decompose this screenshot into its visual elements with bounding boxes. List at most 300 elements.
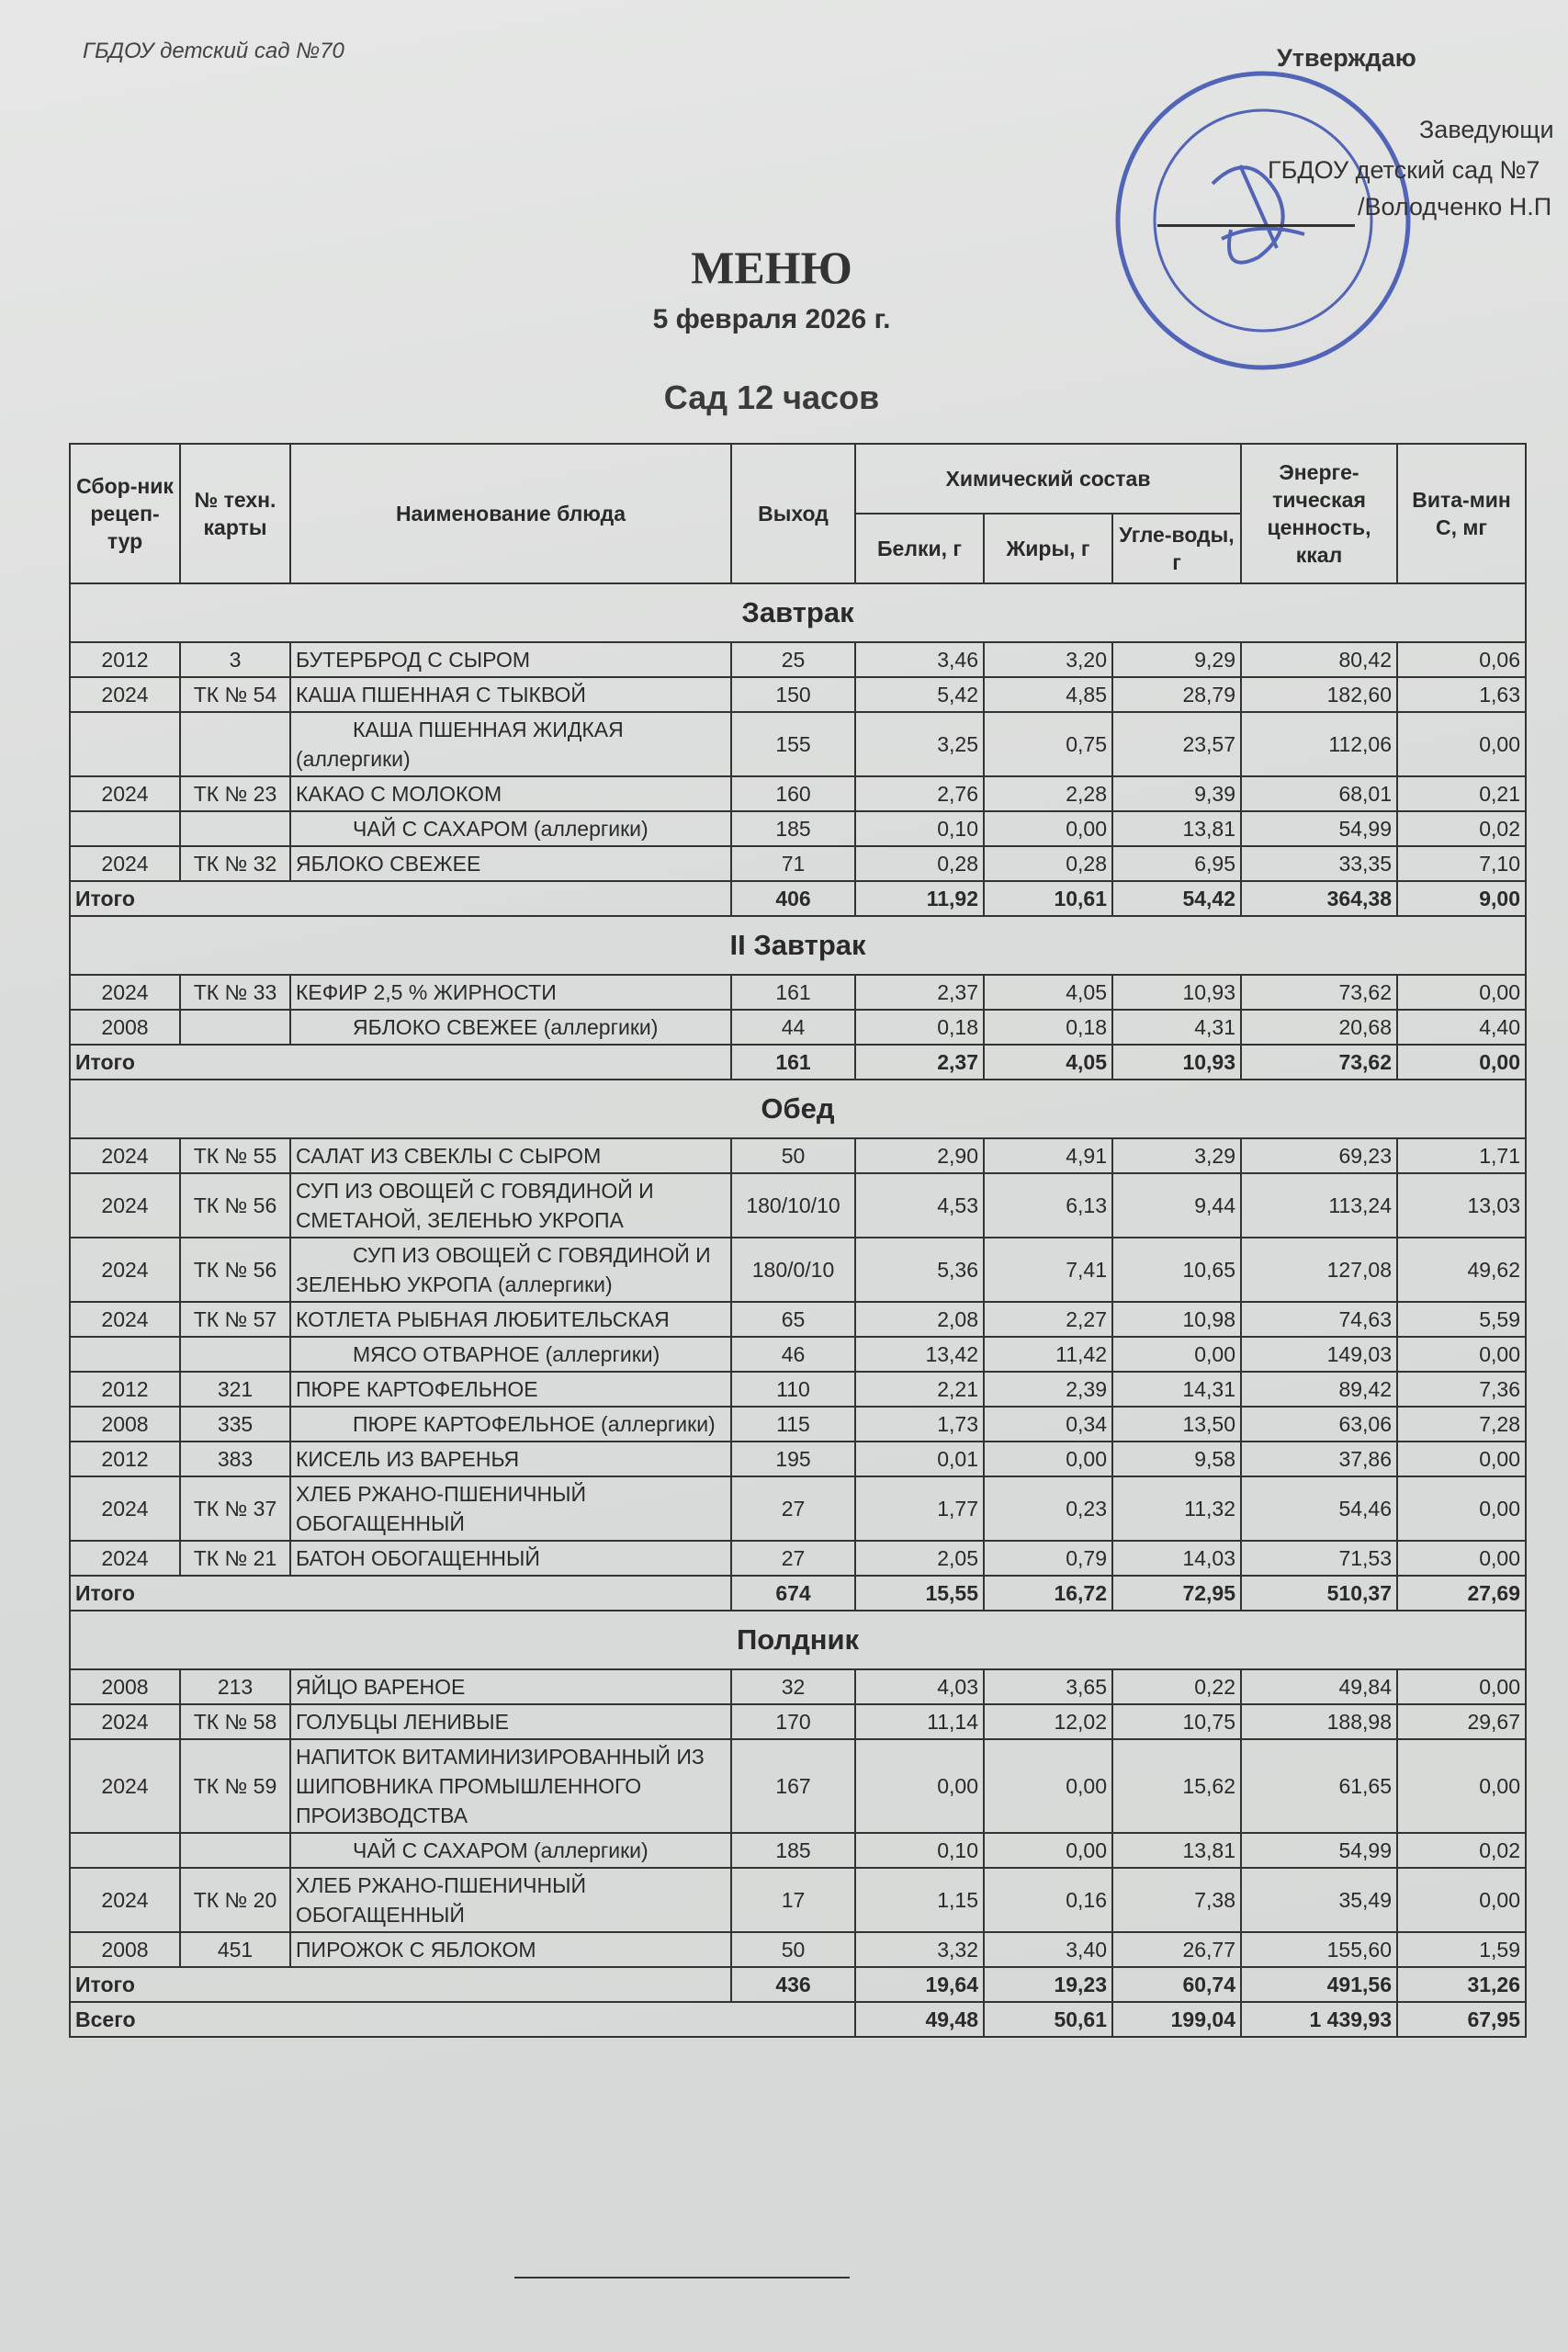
fat-cell: 0,18 [984,1010,1112,1045]
card-cell: 451 [180,1932,290,1967]
vitamin-cell: 0,21 [1397,776,1526,811]
fat-cell: 0,00 [984,1442,1112,1476]
fat-cell: 11,42 [984,1337,1112,1372]
energy-cell: 127,08 [1241,1238,1397,1302]
vitamin-cell: 13,03 [1397,1173,1526,1238]
energy-cell: 54,46 [1241,1476,1397,1541]
energy-cell: 54,99 [1241,811,1397,846]
yield-cell: 674 [731,1576,855,1611]
dish-cell: ПИРОЖОК С ЯБЛОКОМ [290,1932,731,1967]
energy-cell: 188,98 [1241,1704,1397,1739]
protein-cell: 11,92 [855,881,984,916]
table-row [70,1238,1526,1302]
vitamin-cell: 0,00 [1397,1868,1526,1932]
table-row [70,1173,1526,1238]
section-title: Завтрак [70,583,1526,642]
menu-table [69,443,1527,2038]
fat-cell: 4,05 [984,1045,1112,1080]
energy-cell: 80,42 [1241,642,1397,677]
protein-cell: 0,01 [855,1442,984,1476]
collection-cell: 2024 [70,975,180,1010]
card-cell [180,811,290,846]
collection-cell: 2012 [70,642,180,677]
energy-cell: 73,62 [1241,1045,1397,1080]
energy-cell: 510,37 [1241,1576,1397,1611]
carbs-cell: 14,31 [1112,1372,1241,1407]
vitamin-cell: 0,00 [1397,1669,1526,1704]
yield-cell: 195 [731,1442,855,1476]
total-row [70,1967,1526,2002]
energy-cell: 112,06 [1241,712,1397,776]
energy-cell: 182,60 [1241,677,1397,712]
carbs-cell: 10,98 [1112,1302,1241,1337]
protein-cell: 2,05 [855,1541,984,1576]
dish-cell: СУП ИЗ ОВОЩЕЙ С ГОВЯДИНОЙ И ЗЕЛЕНЬЮ УКРОПА (аллергики) [290,1238,731,1302]
protein-cell: 2,76 [855,776,984,811]
vitamin-cell: 27,69 [1397,1576,1526,1611]
card-cell: ТК № 21 [180,1541,290,1576]
col-chem: Химический состав [855,444,1241,514]
dish-cell: МЯСО ОТВАРНОЕ (аллергики) [290,1337,731,1372]
carbs-cell: 9,39 [1112,776,1241,811]
energy-cell: 69,23 [1241,1138,1397,1173]
carbs-cell: 4,31 [1112,1010,1241,1045]
energy-cell: 74,63 [1241,1302,1397,1337]
protein-cell: 3,46 [855,642,984,677]
dish-cell: КЕФИР 2,5 % ЖИРНОСТИ [290,975,731,1010]
section-title: Обед [70,1080,1526,1138]
protein-cell: 0,28 [855,846,984,881]
collection-cell [70,712,180,776]
carbs-cell: 6,95 [1112,846,1241,881]
protein-cell: 0,18 [855,1010,984,1045]
protein-cell: 2,37 [855,1045,984,1080]
fat-cell: 0,75 [984,712,1112,776]
protein-cell: 1,73 [855,1407,984,1442]
yield-cell: 71 [731,846,855,881]
vitamin-cell: 7,10 [1397,846,1526,881]
fat-cell: 2,27 [984,1302,1112,1337]
collection-cell: 2012 [70,1442,180,1476]
table-row [70,712,1526,776]
dish-cell: КОТЛЕТА РЫБНАЯ ЛЮБИТЕЛЬСКАЯ [290,1302,731,1337]
card-cell: 335 [180,1407,290,1442]
fat-cell: 16,72 [984,1576,1112,1611]
total-row [70,1045,1526,1080]
table-row [70,1541,1526,1576]
fat-cell: 0,00 [984,1739,1112,1833]
table-row [70,1932,1526,1967]
fat-cell: 19,23 [984,1967,1112,2002]
dish-cell: ЯБЛОКО СВЕЖЕЕ [290,846,731,881]
energy-cell: 155,60 [1241,1932,1397,1967]
yield-cell: 25 [731,642,855,677]
energy-cell: 49,84 [1241,1669,1397,1704]
col-card: № техн. карты [180,444,290,583]
card-cell: ТК № 56 [180,1173,290,1238]
fat-cell: 7,41 [984,1238,1112,1302]
card-cell: ТК № 20 [180,1868,290,1932]
protein-cell: 0,10 [855,1833,984,1868]
carbs-cell: 3,29 [1112,1138,1241,1173]
collection-cell: 2024 [70,1173,180,1238]
table-row [70,1868,1526,1932]
card-cell: 321 [180,1372,290,1407]
protein-cell: 49,48 [855,2002,984,2037]
approve-label: Утверждаю [1277,44,1416,72]
card-cell [180,712,290,776]
head-name: /Володченко Н.П [1358,193,1552,220]
dish-cell: ГОЛУБЦЫ ЛЕНИВЫЕ [290,1704,731,1739]
carbs-cell: 13,81 [1112,811,1241,846]
yield-cell: 27 [731,1476,855,1541]
total-label: Итого [70,1967,731,2002]
collection-cell: 2012 [70,1372,180,1407]
table-row [70,1442,1526,1476]
table-row [70,975,1526,1010]
total-label: Итого [70,1045,731,1080]
table-row [70,776,1526,811]
vitamin-cell: 0,00 [1397,1045,1526,1080]
table-row [70,1372,1526,1407]
fat-cell: 0,23 [984,1476,1112,1541]
total-label: Итого [70,881,731,916]
protein-cell: 2,90 [855,1138,984,1173]
vitamin-cell: 0,02 [1397,1833,1526,1868]
yield-cell: 167 [731,1739,855,1833]
fat-cell: 4,05 [984,975,1112,1010]
protein-cell: 0,00 [855,1739,984,1833]
table-header [70,444,1526,583]
collection-cell: 2024 [70,1739,180,1833]
carbs-cell: 9,58 [1112,1442,1241,1476]
card-cell: ТК № 59 [180,1739,290,1833]
table-row [70,1704,1526,1739]
dish-cell: ПЮРЕ КАРТОФЕЛЬНОЕ [290,1372,731,1407]
table-row [70,1337,1526,1372]
dish-cell: ЧАЙ С САХАРОМ (аллергики) [290,1833,731,1868]
table-row [70,1302,1526,1337]
signature-line [1157,224,1355,227]
vitamin-cell: 0,00 [1397,1337,1526,1372]
collection-cell: 2024 [70,1138,180,1173]
table-row [70,1476,1526,1541]
table-row [70,1010,1526,1045]
dish-cell: ХЛЕБ РЖАНО-ПШЕНИЧНЫЙ ОБОГАЩЕННЫЙ [290,1868,731,1932]
yield-cell: 46 [731,1337,855,1372]
dish-cell: САЛАТ ИЗ СВЕКЛЫ С СЫРОМ [290,1138,731,1173]
carbs-cell: 199,04 [1112,2002,1241,2037]
vitamin-cell: 0,00 [1397,1476,1526,1541]
vitamin-cell: 0,00 [1397,1739,1526,1833]
card-cell [180,1010,290,1045]
protein-cell: 11,14 [855,1704,984,1739]
yield-cell: 160 [731,776,855,811]
table-row [70,811,1526,846]
yield-cell: 406 [731,881,855,916]
vitamin-cell: 29,67 [1397,1704,1526,1739]
carbs-cell: 11,32 [1112,1476,1241,1541]
carbs-cell: 13,81 [1112,1833,1241,1868]
energy-cell: 89,42 [1241,1372,1397,1407]
dish-cell: БУТЕРБРОД С СЫРОМ [290,642,731,677]
collection-cell: 2024 [70,1238,180,1302]
yield-cell: 170 [731,1704,855,1739]
card-cell: ТК № 33 [180,975,290,1010]
collection-cell [70,811,180,846]
fat-cell: 50,61 [984,2002,1112,2037]
yield-cell: 155 [731,712,855,776]
card-cell: 3 [180,642,290,677]
protein-cell: 4,53 [855,1173,984,1238]
protein-cell: 5,42 [855,677,984,712]
dish-cell: ЯЙЦО ВАРЕНОЕ [290,1669,731,1704]
yield-cell: 65 [731,1302,855,1337]
protein-cell: 3,32 [855,1932,984,1967]
energy-cell: 149,03 [1241,1337,1397,1372]
yield-cell: 185 [731,811,855,846]
yield-cell: 161 [731,1045,855,1080]
protein-cell: 4,03 [855,1669,984,1704]
fat-cell: 3,65 [984,1669,1112,1704]
carbs-cell: 10,75 [1112,1704,1241,1739]
energy-cell: 37,86 [1241,1442,1397,1476]
energy-cell: 113,24 [1241,1173,1397,1238]
collection-cell: 2024 [70,776,180,811]
collection-cell [70,1833,180,1868]
protein-cell: 2,37 [855,975,984,1010]
carbs-cell: 26,77 [1112,1932,1241,1967]
collection-cell [70,1337,180,1372]
protein-cell: 13,42 [855,1337,984,1372]
vitamin-cell: 0,06 [1397,642,1526,677]
carbs-cell: 10,65 [1112,1238,1241,1302]
total-row [70,881,1526,916]
card-cell: 213 [180,1669,290,1704]
table-row [70,642,1526,677]
table-row [70,1138,1526,1173]
fat-cell: 0,00 [984,1833,1112,1868]
vitamin-cell: 7,28 [1397,1407,1526,1442]
collection-cell: 2024 [70,677,180,712]
vitamin-cell: 1,63 [1397,677,1526,712]
fat-cell: 0,00 [984,811,1112,846]
card-cell: 383 [180,1442,290,1476]
card-cell: ТК № 56 [180,1238,290,1302]
dish-cell: КАША ПШЕННАЯ С ТЫКВОЙ [290,677,731,712]
energy-cell: 33,35 [1241,846,1397,881]
dish-cell: БАТОН ОБОГАЩЕННЫЙ [290,1541,731,1576]
fat-cell: 2,39 [984,1372,1112,1407]
carbs-cell: 0,00 [1112,1337,1241,1372]
collection-cell: 2024 [70,1476,180,1541]
energy-cell: 20,68 [1241,1010,1397,1045]
energy-cell: 71,53 [1241,1541,1397,1576]
vitamin-cell: 67,95 [1397,2002,1526,2037]
fat-cell: 12,02 [984,1704,1112,1739]
vitamin-cell: 49,62 [1397,1238,1526,1302]
organization-name: ГБДОУ детский сад №70 [83,39,344,63]
protein-cell: 2,08 [855,1302,984,1337]
dish-cell: ХЛЕБ РЖАНО-ПШЕНИЧНЫЙ ОБОГАЩЕННЫЙ [290,1476,731,1541]
protein-cell: 3,25 [855,712,984,776]
table-row [70,1739,1526,1833]
table-row [70,677,1526,712]
protein-cell: 0,10 [855,811,984,846]
carbs-cell: 60,74 [1112,1967,1241,2002]
protein-cell: 19,64 [855,1967,984,2002]
dish-cell: ЯБЛОКО СВЕЖЕЕ (аллергики) [290,1010,731,1045]
fat-cell: 6,13 [984,1173,1112,1238]
card-cell: ТК № 32 [180,846,290,881]
energy-cell: 491,56 [1241,1967,1397,2002]
yield-cell: 50 [731,1932,855,1967]
energy-cell: 63,06 [1241,1407,1397,1442]
energy-cell: 68,01 [1241,776,1397,811]
collection-cell: 2024 [70,846,180,881]
vitamin-cell: 5,59 [1397,1302,1526,1337]
card-cell: ТК № 55 [180,1138,290,1173]
collection-cell: 2024 [70,1541,180,1576]
vitamin-cell: 7,36 [1397,1372,1526,1407]
carbs-cell: 54,42 [1112,881,1241,916]
protein-cell: 1,77 [855,1476,984,1541]
fat-cell: 2,28 [984,776,1112,811]
carbs-cell: 9,44 [1112,1173,1241,1238]
dish-cell: КАША ПШЕННАЯ ЖИДКАЯ (аллергики) [290,712,731,776]
page-title: МЕНЮ [691,242,852,293]
col-vitamin: Вита-мин С, мг [1397,444,1526,583]
vitamin-cell: 0,00 [1397,712,1526,776]
collection-cell: 2024 [70,1302,180,1337]
yield-cell: 32 [731,1669,855,1704]
menu-subtitle: Сад 12 часов [663,379,880,416]
carbs-cell: 13,50 [1112,1407,1241,1442]
col-dish: Наименование блюда [290,444,731,583]
vitamin-cell: 9,00 [1397,881,1526,916]
vitamin-cell: 4,40 [1397,1010,1526,1045]
carbs-cell: 15,62 [1112,1739,1241,1833]
vitamin-cell: 0,00 [1397,975,1526,1010]
col-protein: Белки, г [855,514,984,583]
fat-cell: 4,91 [984,1138,1112,1173]
energy-cell: 61,65 [1241,1739,1397,1833]
table-row [70,1833,1526,1868]
yield-cell: 27 [731,1541,855,1576]
card-cell [180,1833,290,1868]
vitamin-cell: 0,02 [1397,811,1526,846]
fat-cell: 0,79 [984,1541,1112,1576]
collection-cell: 2008 [70,1407,180,1442]
table-row [70,846,1526,881]
col-carbs: Угле-воды, г [1112,514,1241,583]
table-row [70,1669,1526,1704]
dish-cell: КАКАО С МОЛОКОМ [290,776,731,811]
dish-cell: КИСЕЛЬ ИЗ ВАРЕНЬЯ [290,1442,731,1476]
carbs-cell: 23,57 [1112,712,1241,776]
energy-cell: 364,38 [1241,881,1397,916]
vitamin-cell: 0,00 [1397,1442,1526,1476]
menu-date: 5 февраля 2026 г. [652,304,891,334]
protein-cell: 5,36 [855,1238,984,1302]
table-row [70,1407,1526,1442]
collection-cell: 2024 [70,1704,180,1739]
section-row [70,1080,1526,1138]
yield-cell: 436 [731,1967,855,2002]
fat-cell: 3,40 [984,1932,1112,1967]
yield-cell: 44 [731,1010,855,1045]
vitamin-cell: 1,71 [1397,1138,1526,1173]
fat-cell: 10,61 [984,881,1112,916]
yield-cell: 185 [731,1833,855,1868]
dish-cell: ЧАЙ С САХАРОМ (аллергики) [290,811,731,846]
carbs-cell: 28,79 [1112,677,1241,712]
yield-cell: 161 [731,975,855,1010]
card-cell: ТК № 54 [180,677,290,712]
carbs-cell: 10,93 [1112,975,1241,1010]
col-fat: Жиры, г [984,514,1112,583]
collection-cell: 2008 [70,1010,180,1045]
carbs-cell: 7,38 [1112,1868,1241,1932]
protein-cell: 15,55 [855,1576,984,1611]
fat-cell: 0,28 [984,846,1112,881]
dish-cell: СУП ИЗ ОВОЩЕЙ С ГОВЯДИНОЙ И СМЕТАНОЙ, ЗЕЛЕНЬЮ УКРОПА [290,1173,731,1238]
vitamin-cell: 0,00 [1397,1541,1526,1576]
col-energy: Энерге-тическая ценность, ккал [1241,444,1397,583]
protein-cell: 1,15 [855,1868,984,1932]
collection-cell: 2024 [70,1868,180,1932]
dish-cell: НАПИТОК ВИТАМИНИЗИРОВАННЫЙ ИЗ ШИПОВНИКА ПРОМЫШЛЕННОГО ПРОИЗВОДСТВА [290,1739,731,1833]
card-cell [180,1337,290,1372]
card-cell: ТК № 37 [180,1476,290,1541]
section-row [70,583,1526,642]
energy-cell: 1 439,93 [1241,2002,1397,2037]
yield-cell: 180/0/10 [731,1238,855,1302]
signature-line-bottom [514,2277,850,2278]
protein-cell: 2,21 [855,1372,984,1407]
yield-cell: 110 [731,1372,855,1407]
energy-cell: 35,49 [1241,1868,1397,1932]
grand-total-row [70,2002,1526,2037]
fat-cell: 0,16 [984,1868,1112,1932]
yield-cell: 150 [731,677,855,712]
head-organization: ГБДОУ детский сад №7 [1268,156,1540,184]
fat-cell: 4,85 [984,677,1112,712]
section-row [70,916,1526,975]
col-collection: Сбор-ник рецеп-тур [70,444,180,583]
collection-cell: 2008 [70,1669,180,1704]
grand-total-label: Всего [70,2002,855,2037]
card-cell: ТК № 58 [180,1704,290,1739]
collection-cell: 2008 [70,1932,180,1967]
card-cell: ТК № 57 [180,1302,290,1337]
energy-cell: 54,99 [1241,1833,1397,1868]
yield-cell: 17 [731,1868,855,1932]
yield-cell: 50 [731,1138,855,1173]
vitamin-cell: 1,59 [1397,1932,1526,1967]
fat-cell: 0,34 [984,1407,1112,1442]
section-row [70,1611,1526,1669]
head-position: Заведующи [1419,116,1554,143]
vitamin-cell: 31,26 [1397,1967,1526,2002]
yield-cell: 115 [731,1407,855,1442]
card-cell: ТК № 23 [180,776,290,811]
carbs-cell: 0,22 [1112,1669,1241,1704]
section-title: Полдник [70,1611,1526,1669]
energy-cell: 73,62 [1241,975,1397,1010]
table-body [70,583,1526,2037]
total-row [70,1576,1526,1611]
